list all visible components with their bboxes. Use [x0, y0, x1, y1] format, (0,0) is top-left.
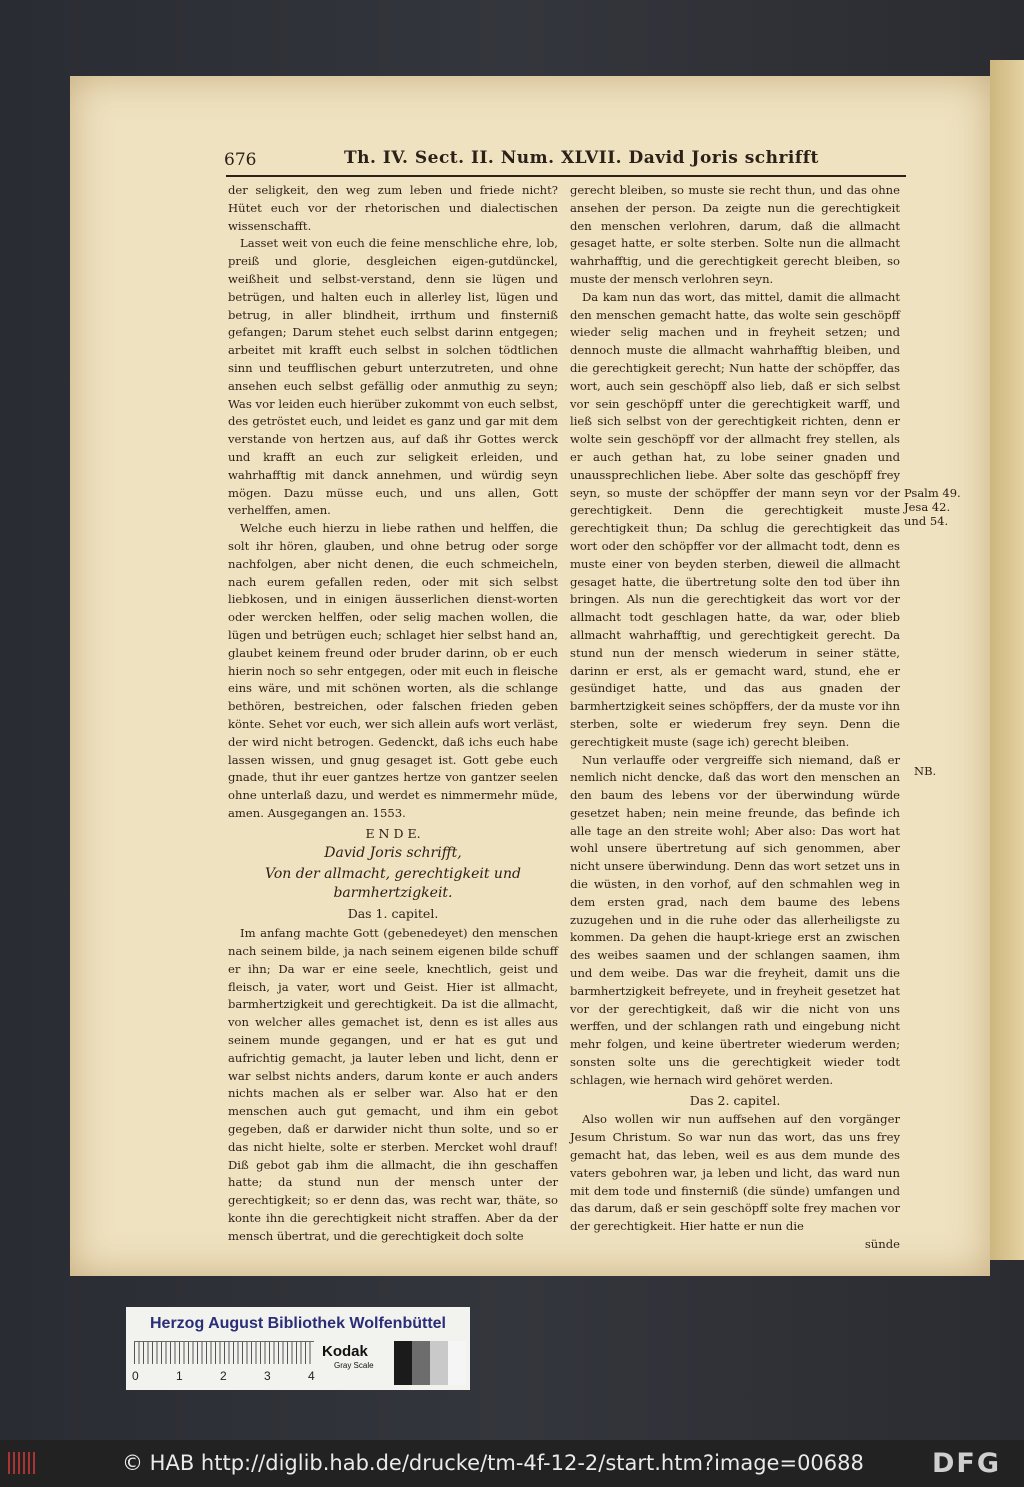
scale-label: 2 — [220, 1369, 227, 1383]
running-title: Th. IV. Sect. II. Num. XLVII. David Joris schrifft — [344, 148, 819, 168]
paragraph: Lasset weit von euch die feine menschliche ehre, lob, preiß und glorie, desgleichen eigen-gutdünckel, weißheit und selbst-verstand, denn sie lügen und betrügen, und halten euch in allerley list, lügen und betrug, in aller blindheit, irrthum und finsterniß gefangen; Darum stehet euch selbst darinn entgegen; arbeitet mit krafft euch selbst in solchen tödtlichen sinn und teufflischen geburt unterzutreten, und ohne ansehen euch selbst gefällig oder anmuthig zu seyn; Was vor leiden euch hierüber zukommt von euch selbst, des getröstet euch, und leidet es ganz und gar mit dem verstande von hertzen aus, auf daß ihr Gottes werck und krafft an euch zur seligkeit erleiden, und wahrhafftig mit danck annehmen, und würdig seyn mögen. Dazu müsse euch, und uns allen, Gott verhelffen, amen. — [228, 236, 558, 518]
gray-swatch — [394, 1341, 412, 1385]
adjacent-page-edge — [990, 60, 1024, 1260]
section-subheading: Von der allmacht, gerechtigkeit und barmhertzigkeit. — [265, 866, 521, 902]
catchword: sünde — [864, 1237, 900, 1252]
gray-swatch — [412, 1341, 430, 1385]
gray-scale-label: Gray Scale — [334, 1361, 374, 1370]
paragraph: Welche euch hierzu in liebe rathen und helffen, die solt ihr hören, glauben, und ohne betrug oder sorge nachfolgen, aber nicht denen, die euch schmeicheln, nach eurem gefallen reden, oder mit sich selbst liebkosen, und in einigen äusserlichen dienst-worten oder wercken helffen, oder selig machen wollen, die lügen und betrügen euch; schlaget hier selbst hand an, glaubet keinem freund oder bruder darinn, ob er euch hierin noch so sehr entgegen, oder mit euch in fleische eins wäre, und mit schönen worten, als die schlange bethören, bestreichen, oder falschen frieden geben könte. Sehet vor euch, wer sich allein aufs wort verläst, der wird nicht betrogen. Gedenckt, daß ichs euch habe lassen wissen, und gnug gesaget ist. Gott gebe euch gnade, thut ihr euer gantzes hertze von gantzer seelen ohne unterlaß dazu, und werdet es nimmermehr müde, amen. Ausgegangen an. 1553. — [228, 521, 558, 820]
chapter-2-text: Also wollen wir nun auffsehen auf den vorgänger Jesum Christum. So war nun das wort, das uns frey gemacht hat, das leben, weil es aus dem munde des vaters gebohren war, ja leben und licht, das ward nun mit dem tode und finsterniß (die sünde) umfangen und das darum, daß er sein geschöpff solte frey machen vor der gerechtigkeit. Hier hatte er nun die — [570, 1112, 900, 1234]
color-calibration-card — [126, 1307, 470, 1390]
footer-bar — [0, 1440, 1024, 1487]
paragraph: Nun verlauffe oder vergreiffe sich niemand, daß er nemlich nicht dencke, daß das wort den menschen an den baum des lebens vor der überwindung würde gesetzet haben; nein meine freunde, das befinde ich alle tage an den streite wohl; Aber also: Das wort hat wohl unsere übertretung auf sich genommen, aber nicht unsere überwindung. Denn das wort setzet uns in die wüsten, in den vorhof, auf den schmahlen weg in dem ersten grad, nach dem baume des lebens zuzugehen und in die ruhe oder das allerheiligste zu kommen. Da gehen die haupt-kriege erst an zwischen des weibes saamen und der schlangen saamen, ihm und dem weibe. Das war die freyheit, damit uns die barmhertzigkeit befreyete, und in freyheit gesetzet hat vor der gerechtigkeit, daß wir die nicht von uns werffen, und der schlangen rath und eingebung nicht mehr folgen, und keine übertreter wiederum werden; sonsten solte uns die gerechtigkeit wieder todt schlagen, wie hernach wird gehöret werden. — [570, 752, 900, 1087]
page-number: 676 — [224, 150, 257, 170]
scale-label: 0 — [132, 1369, 139, 1383]
running-header — [158, 148, 908, 174]
marginal-ref: und 54. — [904, 514, 949, 528]
marginal-ref: Jesa 42. — [904, 500, 951, 514]
library-logo-icon — [8, 1452, 38, 1474]
left-column — [228, 182, 558, 1246]
marginal-scripture-refs — [904, 486, 974, 528]
ende-mark: E N D E. — [365, 825, 421, 841]
chapter-1-text: Im anfang machte Gott (gebenedeyet) den menschen nach seinem bilde, ja nach seinem eigenen bilde schuff er ihn; Da war er eine seele, knechtlich, geist und fleisch, ja vater, wort und Geist. Hier ist allmacht, barmhertzigkeit und gerechtigkeit. Da ist die allmacht, von welcher alles gemachet ist, denn es ist alles aus seinem munde gegangen, und er hat es gut und aufrichtig gemacht, ja lauter leben und licht, denn er war selbst nichts anders, darum konte er auch anders nichts machen als er selber war. Also hat er den menschen auch gut gemacht, und ihm ein gebot gegeben, daß er darwider nicht thun solte, und so er das nicht hielte, solte er sterben. Mercket wohl drauf! Diß gebot gab ihm die allmacht, die ihn geschaffen hatte; da stund nun der mensch unter der gerechtigkeit; so er denn das, was recht war, thäte, so konte ihn die gerechtigkeit nicht straffen. Aber da der mensch übertrat, und die gerechtigkeit doch solte — [228, 926, 558, 1243]
chapter-2-title: Das 2. capitel. — [689, 1092, 781, 1108]
header-rule — [226, 175, 906, 177]
gray-swatch — [448, 1341, 466, 1385]
marginal-ref: Psalm 49. — [904, 486, 961, 500]
paragraph: Da kam nun das wort, das mittel, damit die allmacht den menschen gemacht hatte, das wolte sein geschöpff wieder selig machen und in freyheit setzen; und dennoch muste die allmacht wahrhafftig bleiben, und die gerechtigkeit gerecht; Nun hatte der schöpffer, das wort, auch sein geschöpff also lieb, daß er sich selbst vor sein geschöpff unter die gerechtigkeit warff, und ließ sich selbst von der gerechtigkeit richten, denn er wolte sein geschöpff vor der allmacht frey stellen, als er auch gethan hat, zu lobe seiner gnaden und unaussprechlichen liebe. Aber solte das geschöpff frey seyn, so muste der schöpffer der mann seyn vor der gerechtigkeit. Denn die gerechtigkeit muste gerechtigkeit thun; Da schlug die gerechtigkeit das wort oder den schöpffer vor der allmacht todt, denn es muste einer von beyden sterben, dieweil die allmacht gesaget hatte, die übertretung solte den tod über ihn bringen. Als nun die gerechtigkeit das wort vor der allmacht todt geschlagen hatte, da war, oder blieb allmacht wahrhafftig, und gerechtigkeit gerecht. Da stund nun der mensch wiederum in seiner stätte, darinn er erst, als er gemacht ward, stund, ehe er gesündiget hatte, und das aus gnaden der barmhertzigkeit seines schöpffers, der da muste vor ihn sterben, solte er wiederum frey seyn. Denn die gerechtigkeit muste (sage ich) gerecht bleiben. — [570, 289, 900, 749]
library-name: Herzog August Bibliothek Wolfenbüttel — [150, 1315, 446, 1332]
kodak-label: Kodak — [322, 1343, 368, 1360]
section-heading: David Joris schrifft, — [324, 845, 462, 862]
scale-label: 1 — [176, 1369, 183, 1383]
right-column — [570, 182, 900, 1254]
paragraph: der seligkeit, den weg zum leben und friede nicht? Hütet euch vor der rhetorischen und dialectischen wissenschafft. — [228, 183, 558, 233]
marginal-nb: NB. — [914, 764, 937, 778]
chapter-1-title: Das 1. capitel. — [347, 906, 439, 922]
cm-ruler — [134, 1341, 314, 1364]
scale-label: 4 — [308, 1369, 315, 1383]
dfg-logo: DFG — [932, 1448, 1002, 1479]
copyright-url[interactable]: © HAB http://diglib.hab.de/drucke/tm-4f-12-2/start.htm?image=00688 — [122, 1451, 864, 1475]
paragraph: gerecht bleiben, so muste sie recht thun, und das ohne ansehen der person. Da zeigte nun die gerechtigkeit den menschen verlohren, darum, daß die allmacht gesaget hatte, er solte sterben. Solte nun die allmacht wahrhafftig, und die gerechtigkeit gerecht bleiben, so muste der mensch verlohren seyn. — [570, 183, 900, 286]
scale-label: 3 — [264, 1369, 271, 1383]
gray-swatch — [430, 1341, 448, 1385]
